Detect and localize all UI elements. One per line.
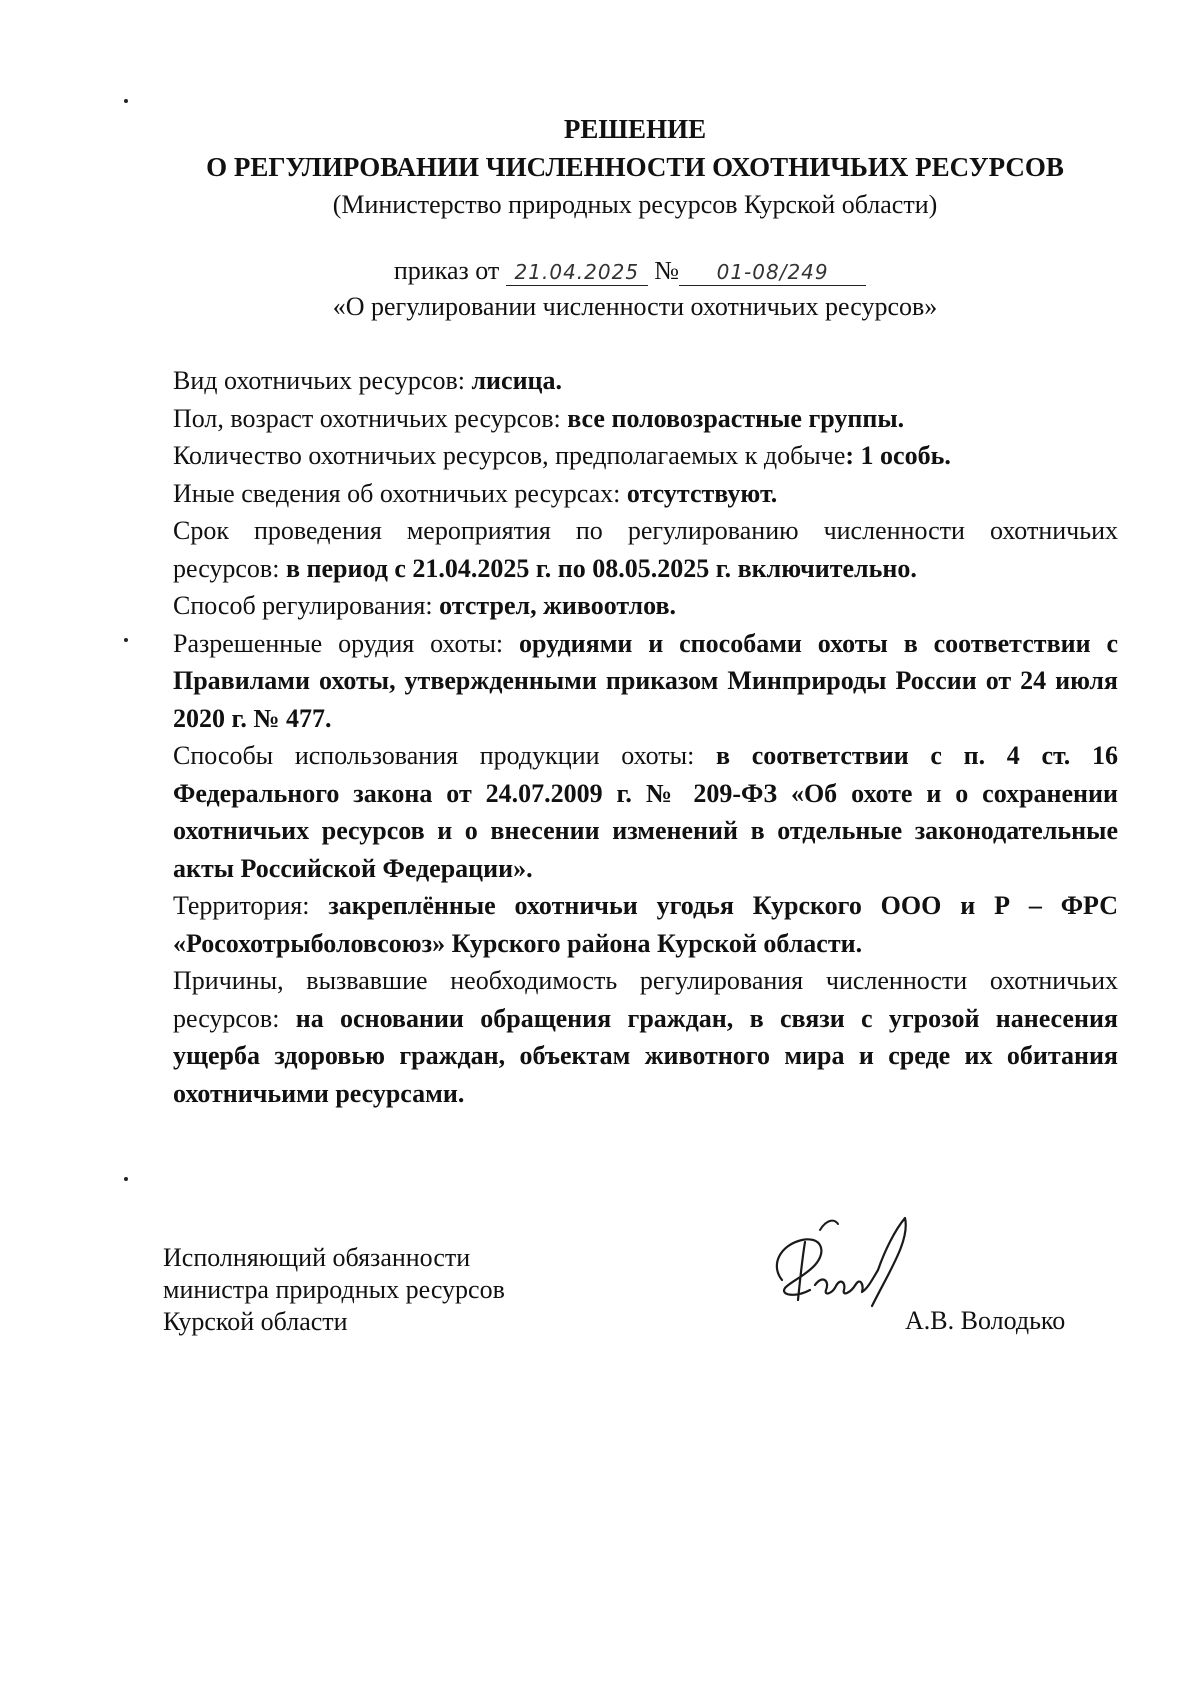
field-value: все половозрастные группы. bbox=[567, 403, 905, 433]
signer-name: А.В. Володько bbox=[905, 1306, 1066, 1335]
field-label: Количество охотничьих ресурсов, предполагаемых к добыче bbox=[173, 441, 846, 470]
field-value: закреплённые охотничьи угодья Курского ООО и Р – ФРС «Росохотрыболовсоюз» Курского района Курской области. bbox=[173, 891, 1119, 958]
handwritten-signature bbox=[760, 1210, 930, 1320]
field-value: лисица. bbox=[471, 366, 563, 395]
order-date-handwritten: 21.04.2025 bbox=[506, 259, 648, 286]
field-resource-type bbox=[173, 362, 1118, 400]
scan-speck bbox=[124, 99, 128, 103]
ministry-name: (Министерство природных ресурсов Курской области) bbox=[332, 190, 938, 219]
field-period bbox=[173, 512, 1118, 587]
field-method bbox=[173, 587, 1118, 625]
field-value: отсутствуют. bbox=[626, 478, 778, 508]
field-label: Иные сведения об охотничьих ресурсах: bbox=[173, 478, 627, 508]
field-sex-age bbox=[173, 400, 1118, 438]
order-number-prefix: № bbox=[654, 256, 680, 285]
field-label: Причины, вызвавшие необходимость регулирования численности охотничьих ресурсов: bbox=[173, 966, 1118, 1033]
field-label: Срок проведения мероприятия по регулированию численности охотничьих ресурсов: bbox=[173, 516, 1118, 583]
field-value: в период с 21.04.2025 г. по 08.05.2025 г. включительно. bbox=[285, 553, 917, 583]
field-label: Способы использования продукции охоты: bbox=[173, 741, 716, 770]
field-value: : 1 особь. bbox=[845, 441, 951, 470]
order-title bbox=[0, 290, 1200, 324]
field-quantity bbox=[173, 437, 1118, 475]
field-product-use bbox=[173, 737, 1118, 887]
field-label: Способ регулирования: bbox=[173, 591, 440, 620]
document-title: РЕШЕНИЕ bbox=[563, 114, 707, 144]
order-prefix: приказ от bbox=[393, 256, 500, 285]
scan-speck bbox=[124, 1177, 128, 1181]
signer-line: Курской области bbox=[163, 1307, 348, 1336]
signer-title bbox=[163, 1242, 505, 1338]
field-other-info bbox=[173, 475, 1118, 513]
order-number-handwritten: 01-08/249 bbox=[679, 259, 866, 286]
signer-line: Исполняющий обязанности bbox=[163, 1243, 471, 1272]
signer-line: министра природных ресурсов bbox=[163, 1275, 505, 1304]
field-value: отстрел, живоотлов. bbox=[439, 591, 677, 620]
document-header bbox=[0, 110, 1200, 224]
field-label: Вид охотничьих ресурсов: bbox=[173, 366, 472, 395]
field-hunting-tools bbox=[173, 625, 1118, 738]
decision-fields bbox=[173, 362, 1118, 1112]
field-value: на основании обращения граждан, в связи с угрозой нанесения ущерба здоровью граждан, объектам животного мира и среде их обитания охотничьими ресурсами. bbox=[173, 1003, 1118, 1108]
field-value: в соответствии с п. 4 ст. 16 Федерального закона от 24.07.2009 г. № 209-ФЗ «Об охоте и о сохранении охотничьих ресурсов и о внесении изменений в отдельные законодательные акты Российской Федерации». bbox=[173, 741, 1118, 883]
field-label: Пол, возраст охотничьих ресурсов: bbox=[173, 403, 568, 433]
order-reference bbox=[0, 254, 1200, 288]
field-label: Территория: bbox=[173, 891, 329, 920]
field-reasons bbox=[173, 962, 1118, 1112]
order-title-text: «О регулировании численности охотничьих ресурсов» bbox=[332, 292, 938, 321]
field-territory bbox=[173, 887, 1118, 962]
field-label: Разрешенные орудия охоты: bbox=[173, 628, 520, 658]
scan-speck bbox=[124, 638, 128, 642]
field-value: орудиями и способами охоты в соответствии с Правилами охоты, утвержденными приказом Минприроды России от 24 июля 2020 г. № 477. bbox=[173, 628, 1118, 733]
document-subtitle: О РЕГУЛИРОВАНИИ ЧИСЛЕННОСТИ ОХОТНИЧЬИХ РЕСУРСОВ bbox=[206, 152, 1064, 182]
